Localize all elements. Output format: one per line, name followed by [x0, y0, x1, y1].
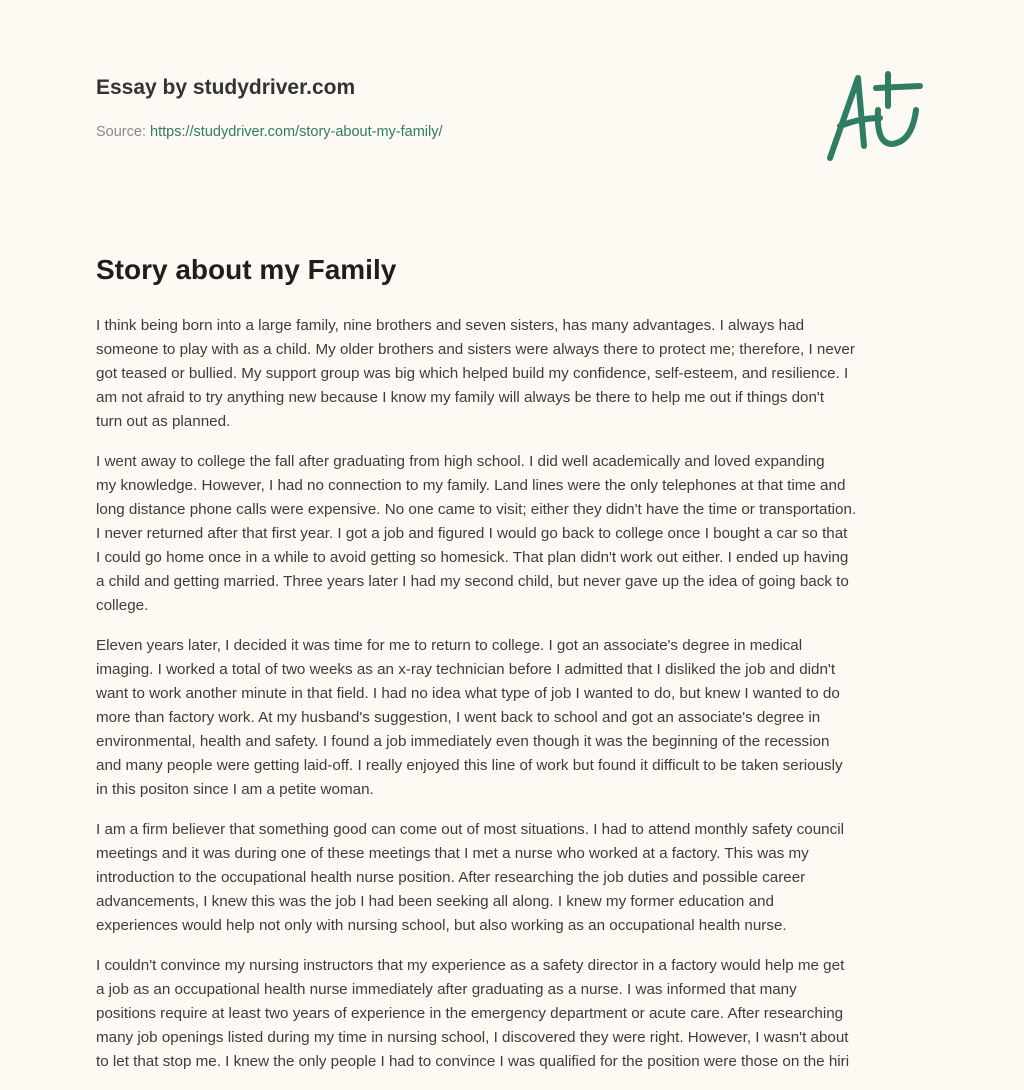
- paragraph-line: to let that stop me. I knew the only people I had to convince I was qualified for the position were those on the hiri: [96, 1053, 850, 1070]
- paragraph-line: many job openings listed during my time in nursing school, I discovered they were right. However, I wasn't about: [96, 1029, 849, 1046]
- paragraph-line: in this positon since I am a petite woman.: [96, 781, 374, 798]
- paragraph-line: I went away to college the fall after graduating from high school. I did well academically and loved expanding: [96, 453, 825, 470]
- paragraph-line: am not afraid to try anything new because I know my family will always be there to help me out if things don't: [96, 389, 825, 406]
- source-line: [96, 124, 443, 140]
- paragraph-line: someone to play with as a child. My older brothers and sisters were always there to protect me; therefore, I never: [96, 341, 855, 358]
- essay-paragraph: [96, 954, 936, 1074]
- essay-paragraph: [96, 314, 936, 434]
- paragraph-line: I could go home once in a while to avoid getting so homesick. That plan didn't work out either. I ended up having: [96, 549, 849, 566]
- essay-title: Story about my Family: [96, 254, 397, 285]
- a-plus-logo-icon: [820, 66, 930, 166]
- essay-paragraph: [96, 818, 936, 938]
- paragraph-line: college.: [96, 597, 149, 614]
- source-link[interactable]: https://studydriver.com/story-about-my-family/: [150, 124, 443, 140]
- paragraph-line: Eleven years later, I decided it was time for me to return to college. I got an associate's degree in medical: [96, 637, 803, 654]
- paragraph-line: got teased or bullied. My support group was big which helped build my confidence, self-esteem, and resilience. I: [96, 365, 849, 382]
- paragraph-line: advancements, I knew this was the job I had been seeking all along. I knew my former education and: [96, 893, 774, 910]
- essay-paragraph: [96, 634, 936, 802]
- paragraph-line: I never returned after that first year. I got a job and figured I would go back to college once I bought a car so that: [96, 525, 848, 542]
- paragraph-line: turn out as planned.: [96, 413, 231, 430]
- paragraph-line: a job as an occupational health nurse immediately after graduating as a nurse. I was informed that many: [96, 981, 797, 998]
- paragraph-line: my knowledge. However, I had no connection to my family. Land lines were the only telephones at that time and: [96, 477, 846, 494]
- paragraph-line: positions require at least two years of experience in the emergency department or acute care. After researching: [96, 1005, 844, 1022]
- paragraph-line: I am a firm believer that something good can come out of most situations. I had to attend monthly safety council: [96, 821, 844, 838]
- essay-body: [96, 314, 936, 1090]
- paragraph-line: environmental, health and safety. I found a job immediately even though it was the beginning of the recession: [96, 733, 830, 750]
- essay-paragraph: [96, 450, 936, 618]
- paragraph-line: long distance phone calls were expensive. No one came to visit; either they didn't have the time or transportation.: [96, 501, 857, 518]
- paragraph-line: I couldn't convince my nursing instructors that my experience as a safety director in a factory would help me get: [96, 957, 845, 974]
- paragraph-line: introduction to the occupational health nurse position. After researching the job duties and possible career: [96, 869, 806, 886]
- paragraph-line: want to work another minute in that field. I had no idea what type of job I wanted to do, but knew I wanted to do: [96, 685, 840, 702]
- site-header-title: Essay by studydriver.com: [96, 76, 356, 99]
- paragraph-line: meetings and it was during one of these meetings that I met a nurse who worked at a factory. This was my: [96, 845, 809, 862]
- paragraph-line: and many people were getting laid-off. I really enjoyed this line of work but found it difficult to be taken seriously: [96, 757, 843, 774]
- source-label: Source:: [96, 124, 146, 140]
- paragraph-line: a child and getting married. Three years later I had my second child, but never gave up the idea of going back to: [96, 573, 849, 590]
- paragraph-line: experiences would help not only with nursing school, but also working as an occupational health nurse.: [96, 917, 787, 934]
- paragraph-line: I think being born into a large family, nine brothers and seven sisters, has many advantages. I always had: [96, 317, 805, 334]
- paragraph-line: imaging. I worked a total of two weeks as an x-ray technician before I admitted that I disliked the job and didn't: [96, 661, 836, 678]
- paragraph-line: more than factory work. At my husband's suggestion, I went back to school and got an associate's degree in: [96, 709, 821, 726]
